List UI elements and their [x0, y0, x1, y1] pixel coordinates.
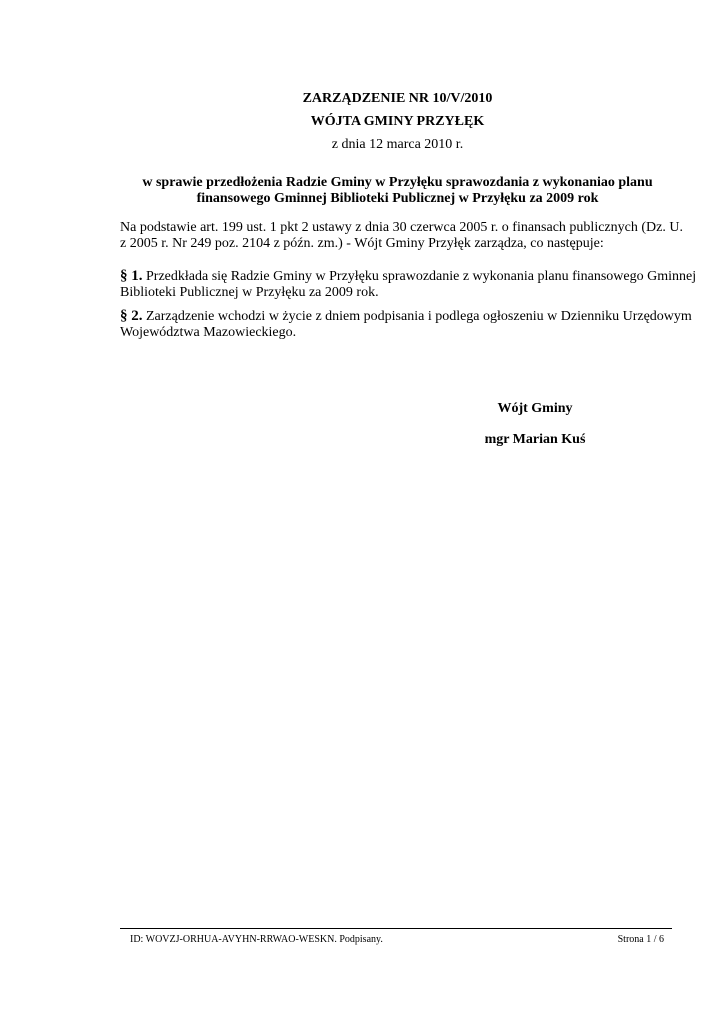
section-2-mark: § 2.	[120, 308, 143, 324]
section-1-paragraph	[120, 268, 697, 301]
document-date: z dnia 12 marca 2010 r.	[331, 137, 464, 152]
legal-basis-line: Na podstawie art. 199 ust. 1 pkt 2 ustawy z dnia 30 czerwca 2005 r. o finansach publicznych (Dz. U.	[120, 220, 683, 235]
section-2-second-line: Województwa Mazowieckiego.	[120, 325, 297, 340]
document-subject	[0, 175, 724, 207]
signature-name: mgr Marian Kuś	[484, 432, 586, 447]
footer-document-id: ID: WOVZJ-ORHUA-AVYHN-RRWAO-WESKN. Podpisany.	[130, 934, 383, 945]
footer-page-number: Strona 1 / 6	[617, 934, 664, 945]
section-1-text: Przedkłada się Radzie Gminy w Przyłęku sprawozdanie z wykonania planu finansowego Gminnej	[142, 269, 697, 284]
subject-line: w sprawie przedłożenia Radzie Gminy w Przyłęku sprawozdania z wykonaniao planu	[142, 175, 653, 190]
section-2-text: Zarządzenie wchodzi w życie z dniem podpisania i podlega ogłoszeniu w Dzienniku Urzędowym	[142, 309, 692, 324]
section-1-mark: § 1.	[120, 268, 143, 284]
document-title: ZARZĄDZENIE NR 10/V/2010	[302, 91, 493, 106]
section-1-first-line	[120, 268, 697, 285]
section-1-second-line: Biblioteki Publicznej w Przyłęku za 2009 rok.	[120, 285, 379, 300]
legal-basis-line: z 2005 r. Nr 249 poz. 2104 z późn. zm.) - Wójt Gminy Przyłęk zarządza, co następuje:	[120, 236, 604, 251]
signature-title: Wójt Gminy	[497, 401, 573, 416]
section-2-first-line	[120, 308, 692, 325]
section-2-paragraph	[120, 308, 692, 341]
footer-divider	[120, 928, 672, 929]
document-issuer: WÓJTA GMINY PRZYŁĘK	[310, 114, 485, 129]
legal-basis-paragraph	[120, 220, 683, 252]
subject-line: finansowego Gminnej Biblioteki Publicznej w Przyłęku za 2009 rok	[196, 191, 599, 206]
